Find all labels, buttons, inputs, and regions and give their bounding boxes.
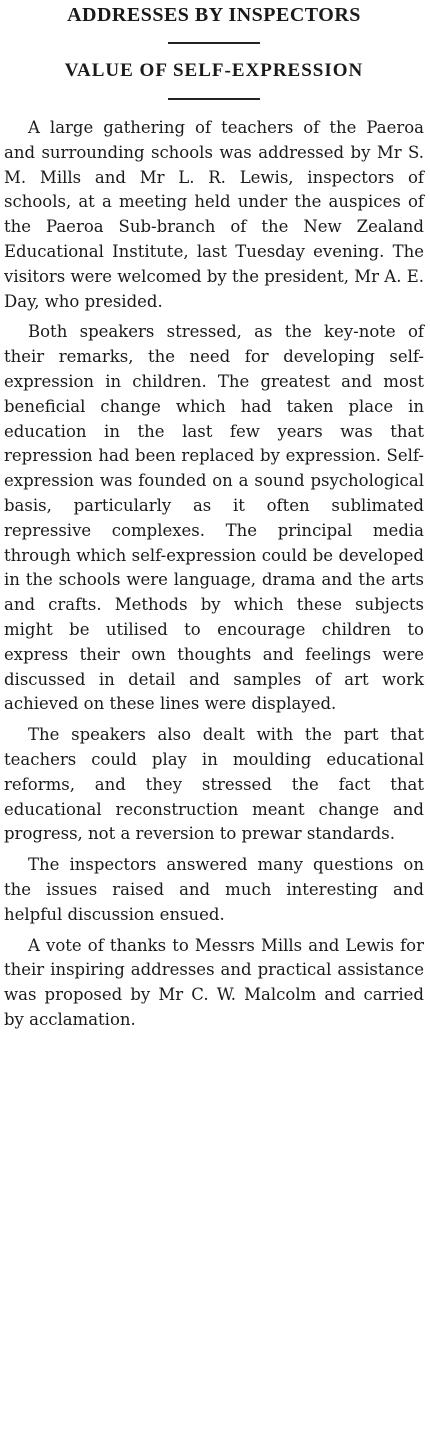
article-body bbox=[4, 116, 424, 1033]
paragraph: The inspectors answered many questions on the issues raised and much interesting and helpful discussion ensued. bbox=[4, 855, 424, 924]
subheadline: VALUE OF SELF-EXPRESSION bbox=[64, 60, 364, 81]
paragraph: The speakers also dealt with the part that teachers could play in moulding educational reforms, and they stressed the fact that educational reconstruction meant change and progress, not a reversion to prewar standards. bbox=[4, 725, 424, 844]
paragraph: Both speakers stressed, as the key-note of their remarks, the need for developing self-expression in children. The greatest and most beneficial change which had taken place in education in the last few years was that repression had been replaced by expression. Self-expression was founded on a sound psychological basis, particularly as it often sublimated repressive complexes. The principal media through which self-expression could be developed in the schools were language, drama and the arts and crafts. Methods by which these subjects might be utilised to encourage children to express their own thoughts and feelings were discussed in detail and samples of art work achieved on these lines were displayed. bbox=[4, 322, 424, 714]
paragraph: A large gathering of teachers of the Paeroa and surrounding schools was addressed by Mr S. M. Mills and Mr L. R. Lewis, inspectors of schools, at a meeting held under the auspices of the Paeroa Sub-branch of the New Zealand Educational Institute, last Tuesday evening. The visitors were welcomed by the president, Mr A. E. Day, who presided. bbox=[4, 118, 425, 311]
headline: ADDRESSES BY INSPECTORS bbox=[67, 4, 361, 26]
paragraph: A vote of thanks to Messrs Mills and Lewis for their inspiring addresses and practical assistance was proposed by Mr C. W. Malcolm and carried by acclamation. bbox=[4, 935, 424, 1029]
divider-rule bbox=[168, 42, 260, 44]
divider-rule bbox=[168, 98, 260, 100]
